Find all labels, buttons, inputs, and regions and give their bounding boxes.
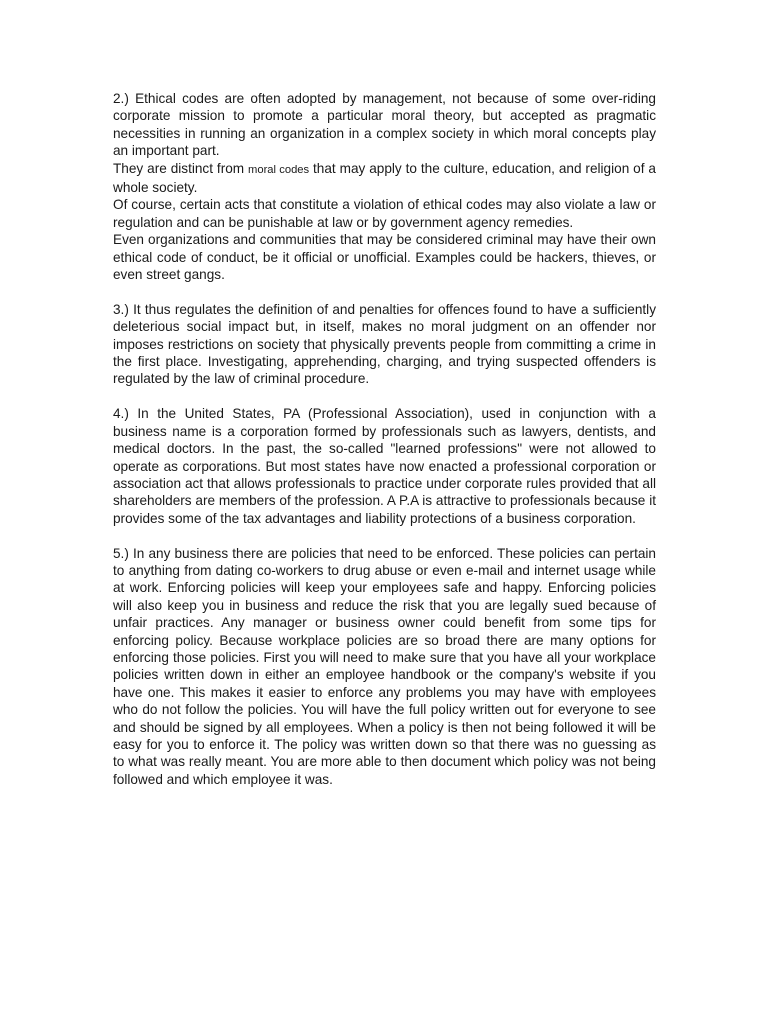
section-5 xyxy=(113,545,656,789)
document-body xyxy=(113,90,656,806)
paragraph: Of course, certain acts that constitute a violation of ethical codes may also violate a law or regulation and can be punishable at law or by government agency remedies. xyxy=(113,197,656,230)
text-run: that may apply to the culture, education, and religion of a whole society. xyxy=(113,160,656,196)
paragraph: Even organizations and communities that may be considered criminal may have their own ethical code of conduct, be it official or unofficial. Examples could be hackers, thieves, or even street gangs. xyxy=(113,232,656,283)
section-3 xyxy=(113,301,656,388)
paragraph: 5.) In any business there are policies that need to be enforced. These policies can pertain to anything from dating co-workers to drug abuse or even e-mail and internet usage while at work. Enforcing policies will keep your employees safe and happy. Enforcing policies will also keep you in business and reduce the risk that you are legally sued because of unfair practices. Any manager or business owner could benefit from some tips for enforcing policy. Because workplace policies are so broad there are many options for enforcing those policies. First you will need to make sure that you have all your workplace policies written down in either an employee handbook or the company's website if you have one. This makes it easier to enforce any problems you may have with employees who do not follow the policies. You will have the full policy written out for everyone to see and should be signed by all employees. When a policy is then not being followed it will be easy for you to enforce it. The policy was written down so that there was no guessing as to what was really meant. You are more able to then document which policy was not being followed and which employee it was. xyxy=(113,545,656,787)
section-4 xyxy=(113,405,656,527)
section-2 xyxy=(113,90,656,283)
paragraph: 3.) It thus regulates the definition of and penalties for offences found to have a sufficiently deleterious social impact but, in itself, makes no moral judgment on an offender nor imposes restrictions on society that physically prevents people from committing a crime in the first place. Investigating, apprehending, charging, and trying suspected offenders is regulated by the law of criminal procedure. xyxy=(113,301,656,387)
paragraph: 4.) In the United States, PA (Professional Association), used in conjunction with a business name is a corporation formed by professionals such as lawyers, dentists, and medical doctors. In the past, the so-called "learned professions" were not allowed to operate as corporations. But most states have now enacted a professional corporation or association act that allows professionals to practice under corporate rules provided that all shareholders are members of the profession. A P.A is attractive to professionals because it provides some of the tax advantages and liability protections of a business corporation. xyxy=(113,406,656,526)
moral-codes-term: moral codes xyxy=(248,163,310,176)
paragraph xyxy=(113,160,656,197)
paragraph: 2.) Ethical codes are often adopted by management, not because of some over-riding corporate mission to promote a particular moral theory, but accepted as pragmatic necessities in running an organization in a complex society in which moral concepts play an important part. xyxy=(113,91,656,159)
text-run: They are distinct from xyxy=(113,160,249,176)
